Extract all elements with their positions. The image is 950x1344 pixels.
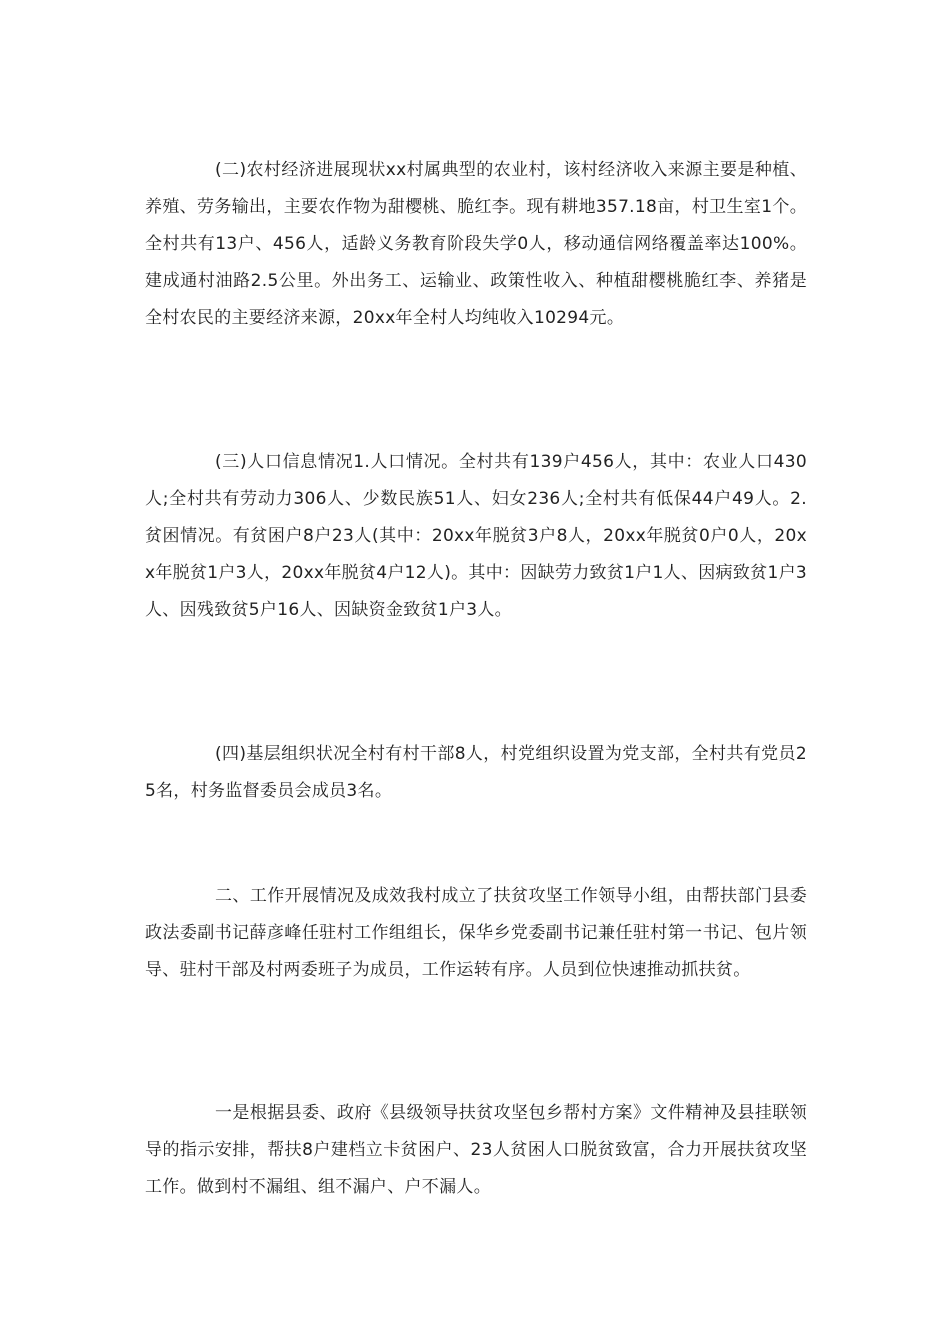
paragraph-grassroots-organization: (四)基层组织状况全村有村干部8人，村党组织设置为党支部，全村共有党员25名，村务监督委员会成员3名。 [145,744,807,801]
paragraph-population-info: (三)人口信息情况1.人口情况。全村共有139户456人，其中：农业人口430人;全村共有劳动力306人、少数民族51人、妇女236人;全村共有低保44户49人。2.贫困情况。有贫困户8户23人(其中：20xx年脱贫3户8人，20xx年脱贫0户0人，20xx年脱贫1户3人，20xx年脱贫4户12人)。其中：因缺劳力致贫1户1人、因病致贫1户3人、因残致贫5户16人、因缺资金致贫1户3人。 [145,452,807,620]
paragraph-point-one: 一是根据县委、政府《县级领导扶贫攻坚包乡帮村方案》文件精神及县挂联领导的指示安排，帮扶8户建档立卡贫困户、23人贫困人口脱贫致富，合力开展扶贫攻坚工作。做到村不漏组、组不漏户、户不漏人。 [145,1103,807,1197]
paragraph-rural-economy: (二)农村经济进展现状xx村属典型的农业村，该村经济收入来源主要是种植、养殖、劳务输出，主要农作物为甜樱桃、脆红李。现有耕地357.18亩，村卫生室1个。全村共有13户、456人，适龄义务教育阶段失学0人，移动通信网络覆盖率达100%。建成通村油路2.5公里。外出务工、运输业、政策性收入、种植甜樱桃脆红李、养猪是全村农民的主要经济来源，20xx年全村人均纯收入10294元。 [145,160,807,328]
paragraph-work-progress: 二、工作开展情况及成效我村成立了扶贫攻坚工作领导小组，由帮扶部门县委政法委副书记薛彦峰任驻村工作组组长，保华乡党委副书记兼任驻村第一书记、包片领导、驻村干部及村两委班子为成员，工作运转有序。人员到位快速推动抓扶贫。 [145,886,807,980]
